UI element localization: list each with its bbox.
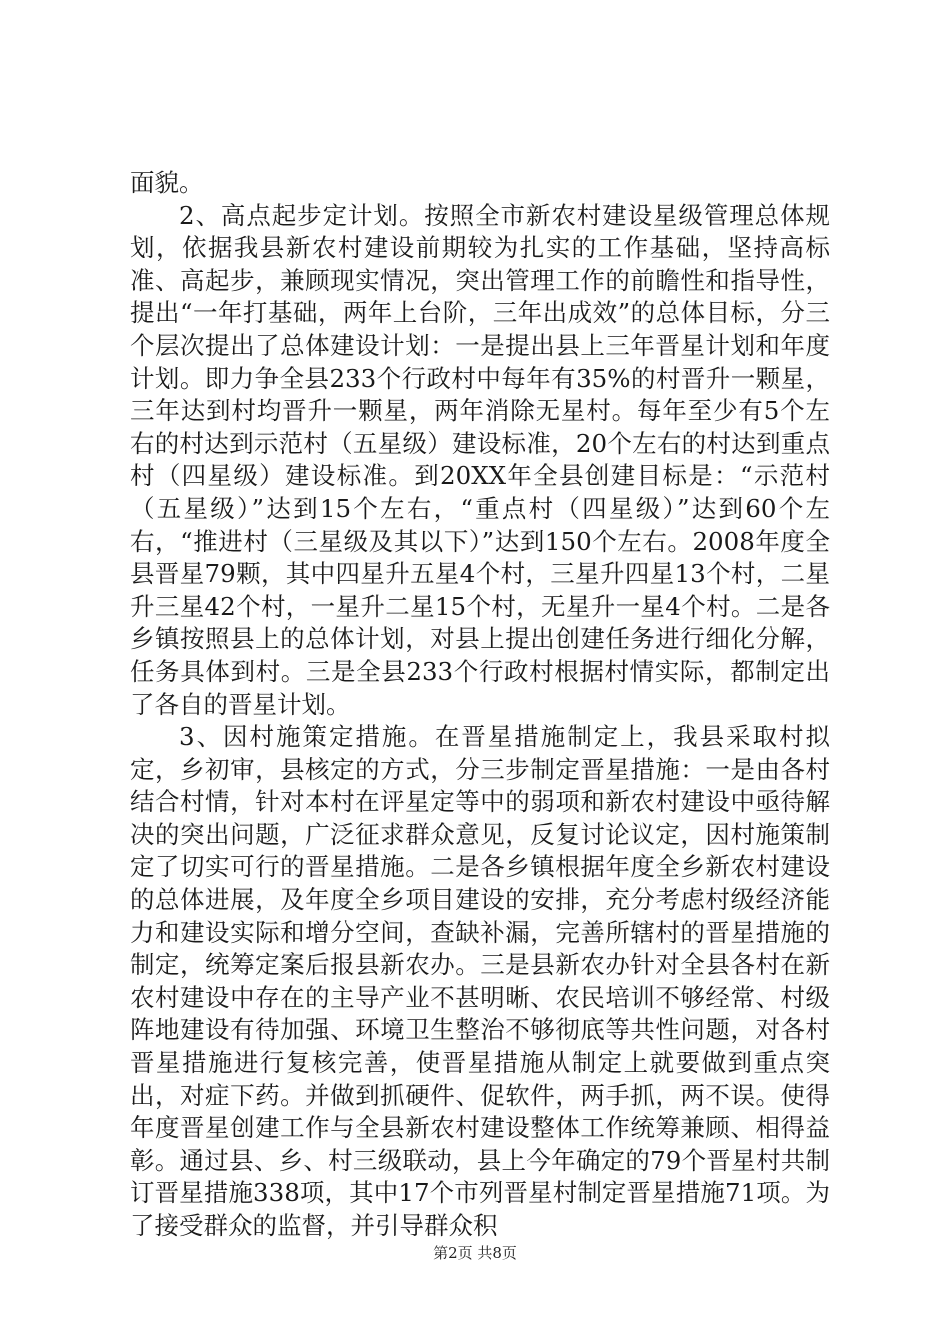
page-number: 第2页 共8页	[433, 1244, 517, 1262]
paragraph-measures: 3、因村施策定措施。在晋星措施制定上，我县采取村拟定，乡初审，县核定的方式，分三步制定晋星措施：一是由各村结合村情，针对本村在评星定等中的弱项和新农村建设中亟待解决的突出问题，广泛征求群众意见，反复讨论议定，因村施策制定了切实可行的晋星措施。二是各乡镇根据年度全乡新农村建设的总体进展，及年度全乡项目建设的安排，充分考虑村级经济能力和建设实际和增分空间，查缺补漏，完善所辖村的晋星措施的制定，统筹定案后报县新农办。三是县新农办针对全县各村在新农村建设中存在的主导产业不甚明晰、农民培训不够经常、村级阵地建设有待加强、环境卫生整治不够彻底等共性问题，对各村晋星措施进行复核完善，使晋星措施从制定上就要做到重点突出，对症下药。并做到抓硬件、促软件，两手抓，两不误。使得年度晋星创建工作与全县新农村建设整体工作统筹兼顾、相得益彰。通过县、乡、村三级联动，县上今年确定的79个晋星村共制订晋星措施338项，其中17个市列晋星村制定晋星措施71项。为了接受群众的监督，并引导群众积	[130, 722, 830, 1240]
page-footer	[0, 1243, 950, 1263]
paragraph-continuation: 面貌。	[130, 168, 204, 197]
paragraph-plan: 2、高点起步定计划。按照全市新农村建设星级管理总体规划，依据我县新农村建设前期较为扎实的工作基础，坚持高标准、高起步，兼顾现实情况，突出管理工作的前瞻性和指导性，提出“一年打基础，两年上台阶，三年出成效”的总体目标，分三个层次提出了总体建设计划：一是提出县上三年晋星计划和年度计划。即力争全县233个行政村中每年有35%的村晋升一颗星，三年达到村均晋升一颗星，两年消除无星村。每年至少有5个左右的村达到示范村（五星级）建设标准，20个左右的村达到重点村（四星级）建设标准。到20XX年全县创建目标是：“示范村（五星级）”达到15个左右，“重点村（四星级）”达到60个左右，“推进村（三星级及其以下）”达到150个左右。2008年度全县晋星79颗，其中四星升五星4个村，三星升四星13个村，二星升三星42个村，一星升二星15个村，无星升一星4个村。二是各乡镇按照县上的总体计划，对县上提出创建任务进行细化分解，任务具体到村。三是全县233个行政村根据村情实际，都制定出了各自的晋星计划。	[130, 200, 830, 719]
document-body	[130, 167, 830, 1243]
